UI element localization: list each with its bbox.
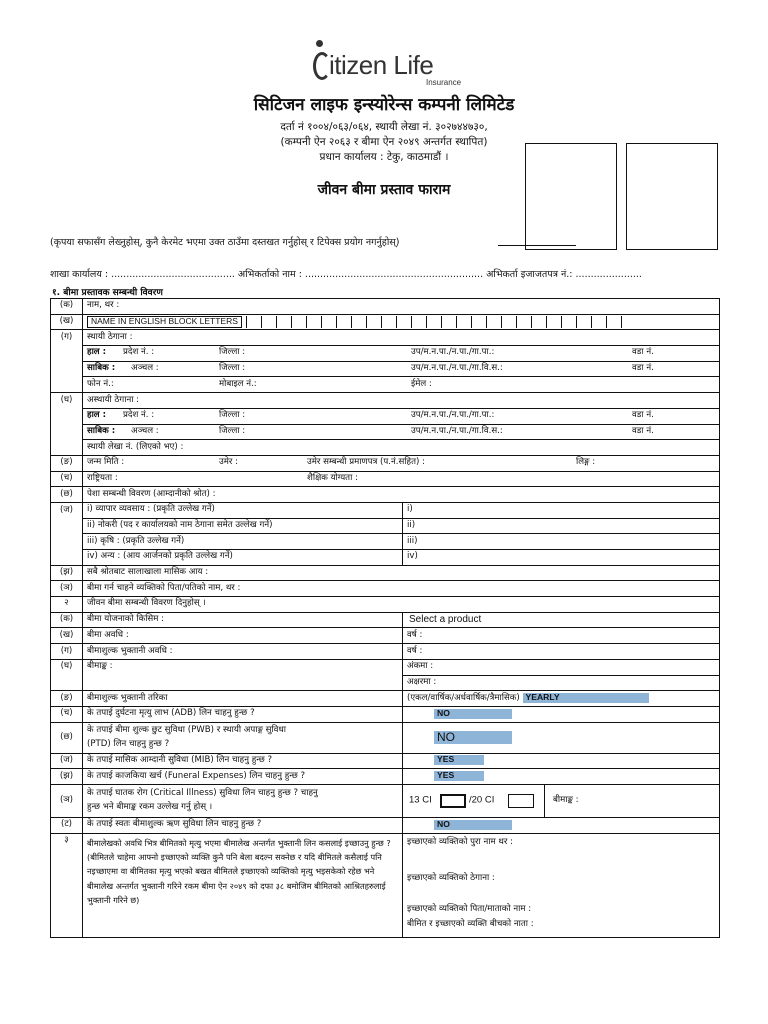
hal-label: हाल : — [87, 410, 107, 421]
ward-label: वडा नं. — [632, 363, 654, 374]
payment-mode-label: बीमाशुल्क भुक्तानी तरिका — [83, 691, 403, 707]
photo-box-1[interactable] — [525, 143, 617, 250]
row-num: (ख) — [51, 628, 83, 644]
ward-label: वडा नं. — [632, 425, 654, 436]
funeral-question: के तपाई काजकिया खर्च (Funeral Expenses) लिन चाहनु हुन्छ ? — [83, 769, 403, 785]
english-name-label: NAME IN ENGLISH BLOCK LETTERS — [87, 316, 242, 328]
logo-dot — [316, 40, 323, 47]
municipality-label: उप/म.न.पा./न.पा./गा.पा.: — [411, 410, 495, 421]
temporary-current-row[interactable] — [83, 408, 720, 424]
ci-question — [83, 784, 403, 817]
loan-answer-cell[interactable] — [403, 817, 720, 833]
ci-line-1: के तपाई घातक रोग (Critical Illness) सुविधा लिन चाहनु हुन्छ ? चाहनु — [87, 788, 318, 799]
anchal-label: अञ्चल : — [131, 425, 159, 436]
ci-13-label: 13 CI — [409, 794, 432, 806]
nominee-address[interactable]: इच्छाएको व्यक्तिको ठेगाना : — [407, 872, 495, 883]
plan-select-value[interactable]: Select a product — [409, 614, 482, 626]
dob-row[interactable] — [83, 455, 720, 471]
company-name: सिटिजन लाइफ इन्स्योरेन्स कम्पनी लिमिटेड — [253, 95, 515, 115]
hal-label: हाल : — [87, 347, 107, 358]
row-num: (ज) — [51, 753, 83, 769]
age-proof-label: उमेर सम्बन्धी प्रमाणपत्र (प.नं.सहित) : — [307, 457, 425, 468]
ci-20-checkbox[interactable] — [508, 794, 534, 808]
permanent-former-row[interactable] — [83, 361, 720, 377]
premium-term-label: बीमाशुल्क भुक्तानी अवधि : — [83, 644, 403, 660]
row-num: (ख) — [51, 314, 83, 330]
mib-question: के तपाई मासिक आम्दानी सुविधा (MIB) लिन चाहनु हुन्छ ? — [83, 753, 403, 769]
loan-question: के तपाई स्वतः बीमाशुल्क ऋण सुविधा लिन चाहनु हुन्छ ? — [83, 817, 403, 833]
occupation-agriculture: iii) कृषि : (प्रकृति उल्लेख गर्ने) — [83, 534, 403, 550]
age-label: उमेर : — [219, 457, 238, 468]
row-num: (ज) — [51, 502, 83, 518]
row-num: (घ) — [51, 393, 83, 409]
occupation-business: i) व्यापार व्यवसाय : (प्रकृति उल्लेख गर्ने) — [83, 502, 403, 518]
name-field[interactable]: नाम, थर : — [83, 299, 720, 315]
jilla-label: जिल्ला : — [219, 410, 246, 421]
plan-type-label: बीमा योजनाको किसिम : — [83, 612, 403, 628]
instruction-text: (कृपया सफासँग लेख्नुहोस्, कुनै केरमेट भएमा उक्त ठाउँमा दस्तखत गर्नुहोस् र टिपेक्स प्रयोग नगर्नुहोस्) — [50, 237, 400, 248]
gender-label: लिङ्ग : — [576, 457, 596, 468]
row-num: (ञ) — [51, 784, 83, 817]
sum-in-words-input[interactable]: अक्षरमा : — [403, 675, 720, 691]
occupation-business-input[interactable]: i) — [403, 502, 720, 518]
temporary-address-label: अस्थायी ठेगाना : — [83, 393, 720, 409]
company-logo — [311, 38, 461, 88]
pwb-answer[interactable]: NO — [434, 731, 512, 745]
letter-boxes[interactable] — [246, 316, 636, 328]
policy-term-label: बीमा अवधि : — [83, 628, 403, 644]
row-num: (ञ) — [51, 581, 83, 597]
photo-box-2[interactable] — [626, 143, 718, 250]
section-1-title: १. बीमा प्रस्तावक सम्बन्धी विवरण — [52, 288, 163, 298]
logo-text: itizen Life — [329, 50, 434, 80]
row-num: (ङ) — [51, 691, 83, 707]
office-line: प्रधान कार्यालय : टेकु, काठमाडौं । — [319, 151, 449, 163]
permanent-address-label: स्थायी ठेगाना : — [83, 330, 720, 346]
ci-line-2: हुन्छ भने बीमाङ्क रकम उल्लेख गर्नु होस् । — [87, 801, 213, 812]
plan-type-select[interactable] — [403, 612, 720, 628]
section-2-num: २ — [51, 597, 83, 613]
payment-mode-field[interactable] — [403, 691, 720, 707]
sum-in-figures-input[interactable]: अंकमा : — [403, 659, 720, 675]
pwb-answer-cell[interactable] — [403, 722, 720, 753]
occupation-label: पेशा सम्बन्धी विवरण (आम्दानीको श्रोत) : — [83, 487, 720, 503]
funeral-answer[interactable]: YES — [434, 771, 484, 781]
nominee-details[interactable] — [403, 833, 720, 937]
occupation-service: ii) नोकरी (पद र कार्यालयको नाम ठेगाना समेत उल्लेख गर्ने) — [83, 518, 403, 534]
pan-field[interactable]: स्थायी लेखा नं. (लिएको भए) : — [83, 440, 720, 456]
row-num: (क) — [51, 612, 83, 628]
email-label: ईमेल : — [411, 378, 432, 389]
contact-row[interactable] — [83, 377, 720, 393]
nationality-label: राष्ट्रियता : — [87, 472, 118, 483]
education-label: शैक्षिक योग्यता : — [307, 472, 358, 483]
municipality-label: उप/म.न.पा./न.पा./गा.पा.: — [411, 347, 495, 358]
nominee-name[interactable]: इच्छाएको व्यक्तिको पुरा नाम थर : — [407, 836, 514, 847]
section-2-title: जीवन बीमा सम्बन्धी विवरण दिनुहोस् । — [83, 597, 720, 613]
nationality-row[interactable] — [83, 471, 720, 487]
act-line: (कम्पनी ऐन २०६३ र बीमा ऐन २०४९ अन्तर्गत स्थापित) — [280, 136, 488, 148]
nominee-parent[interactable]: इच्छाएको व्यक्तिको पिता/माताको नाम : — [407, 903, 532, 914]
ward-label: वडा नं. — [632, 347, 654, 358]
ci-20-label: /20 CI — [469, 794, 495, 806]
jilla-label: जिल्ला : — [219, 363, 246, 374]
row-num: (च) — [51, 471, 83, 487]
row-num: (घ) — [51, 659, 83, 675]
monthly-income-field[interactable]: सबै श्रोतबाट सालाखाला मासिक आय : — [83, 565, 720, 581]
row-num: (च) — [51, 706, 83, 722]
row-english-name — [51, 314, 720, 330]
logo-subtext: Insurance — [426, 78, 462, 87]
row-num: (झ) — [51, 769, 83, 785]
pradesh-label: प्रदेश नं. : — [123, 347, 155, 358]
mib-answer-cell[interactable] — [403, 753, 720, 769]
occupation-service-input[interactable]: ii) — [403, 518, 720, 534]
row-num: (ट) — [51, 817, 83, 833]
premium-term-input[interactable]: वर्ष : — [403, 644, 720, 660]
payment-mode-value[interactable]: YEARLY — [523, 693, 649, 703]
pwb-line-1: के तपाई बीमा शुल्क छुट सुविधा (PWB) र स्थायी अपाङ्ग सुविधा — [87, 724, 286, 735]
row-num: (झ) — [51, 565, 83, 581]
row-num: (ग) — [51, 330, 83, 346]
jilla-label: जिल्ला : — [219, 425, 246, 436]
municipality-label: उप/म.न.पा./न.पा./गा.वि.स.: — [411, 425, 503, 436]
row-num: (ग) — [51, 644, 83, 660]
ci-divider — [544, 785, 545, 817]
father-spouse-field[interactable]: बीमा गर्न चाहने व्यक्तिको पिता/पतिको नाम, थर : — [83, 581, 720, 597]
municipality-label: उप/म.न.पा./न.पा./गा.वि.स.: — [411, 363, 503, 374]
ci-answer-cell — [403, 784, 720, 817]
adb-answer[interactable]: NO — [434, 709, 512, 719]
anchal-label: अञ्चल : — [131, 363, 159, 374]
payment-mode-options: (एकल/वार्षिक/अर्धवार्षिक/त्रैमासिक) — [407, 693, 520, 704]
policy-term-input[interactable]: वर्ष : — [403, 628, 720, 644]
dob-label: जन्म मिति : — [87, 457, 125, 468]
signature-line[interactable] — [498, 245, 576, 246]
sum-assured-label: बीमाङ्क : — [83, 659, 403, 675]
row-num: (छ) — [51, 722, 83, 753]
section-3-num: ३ — [51, 833, 83, 937]
ci-13-checkbox[interactable] — [440, 794, 466, 808]
sabik-label: साबिक : — [87, 425, 116, 436]
permanent-current-row[interactable] — [83, 346, 720, 362]
mobile-label: मोबाइल नं.: — [219, 378, 257, 389]
jilla-label: जिल्ला : — [219, 347, 246, 358]
row-name — [51, 299, 720, 315]
pwb-line-2: (PTD) लिन चाहनु हुन्छ ? — [87, 738, 170, 749]
sabik-label: साबिक : — [87, 363, 116, 374]
branch-agent-line[interactable]: शाखा कार्यालय : ......................................... अभिकर्ताको नाम : ........................................................... अभिकर्ता इजाजतपत्र नं.: ...................... — [50, 269, 642, 280]
nominee-relation[interactable]: बीमित र इच्छाएको व्यक्ति बीचको नाता : — [407, 918, 534, 929]
mib-answer[interactable]: YES — [434, 755, 484, 765]
nominee-explanation: बीमालेखको अवधि भित्र बीमितको मृत्यु भएमा बीमालेख अन्तर्गत भुक्तानी लिन कसलाई इच्छाउनु हुन्छ ? (बीमितले चाहेमा आफ्नो इच्छाएको व्यक्ति कुनै पनि बेला बदल्न सक्नेछ र यदि बीमितले कसैलाई पनि नइच्छाएमा वा बीमितका मृत्यु भएको बखत बीमितले इच्छाएको व्यक्तिको मृत्यु भइसकेको रहेछ भने बीमालेख अन्तर्गत भुक्तानी गरिने रकम बीमा ऐन २०४९ को दफा ३८ बमोजिम बीमितको आश्रितहरुलाई भुक्तानी गरिने छ) — [83, 833, 403, 937]
registration-line: दर्ता नं १००४/०६३/०६४, स्थायी लेखा नं. ३०२७४४७३०, — [280, 121, 488, 133]
occupation-other-input[interactable]: iv) — [403, 550, 720, 566]
temporary-former-row[interactable] — [83, 424, 720, 440]
english-name-field[interactable] — [83, 314, 720, 330]
row-num: (क) — [51, 299, 83, 315]
proposal-form-table — [50, 298, 720, 938]
adb-answer-cell[interactable] — [403, 706, 720, 722]
ward-label: वडा नं. — [632, 410, 654, 421]
ci-sum-label[interactable]: बीमाङ्क : — [553, 795, 579, 805]
adb-question: के तपाई दुर्घटना मृत्यु लाभ (ADB) लिन चाहनु हुन्छ ? — [83, 706, 403, 722]
occupation-agriculture-input[interactable]: iii) — [403, 534, 720, 550]
pradesh-label: प्रदेश नं. : — [123, 410, 155, 421]
loan-answer[interactable]: NO — [434, 820, 512, 830]
phone-label: फोन नं.: — [87, 378, 114, 389]
funeral-answer-cell[interactable] — [403, 769, 720, 785]
row-num: (ङ) — [51, 455, 83, 471]
form-title: जीवन बीमा प्रस्ताव फाराम — [317, 182, 451, 198]
pwb-question — [83, 722, 403, 753]
occupation-other: iv) अन्य : (आय आर्जनको प्रकृति उल्लेख गर्ने) — [83, 550, 403, 566]
row-num: (छ) — [51, 487, 83, 503]
